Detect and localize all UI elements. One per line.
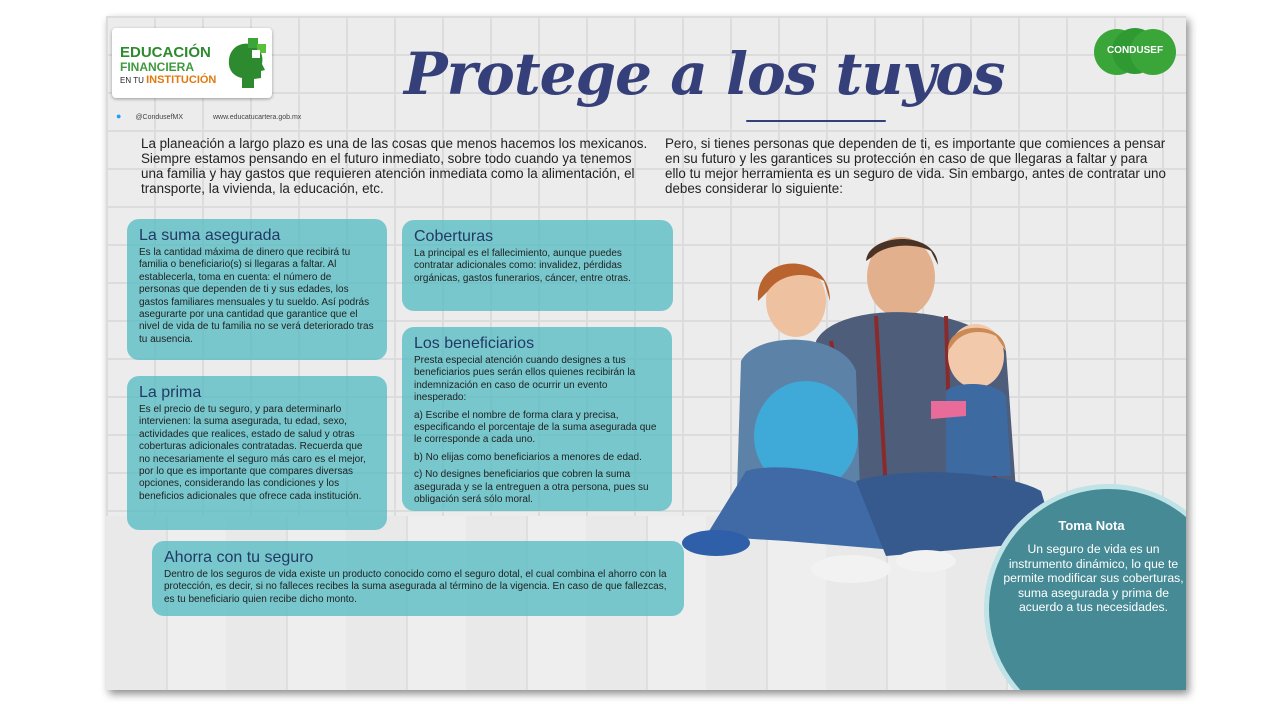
intro-left: La planeación a largo plazo es una de las cosas que menos hacemos los mexicanos. Siempre estamos pensando en el futuro inmediato, sobre todo cuando ya tenemos una familia y hay gastos que requieren atención inmediata como la alimentación, el transporte, la vivienda, la educación, etc. — [141, 136, 648, 196]
twitter-handle-text: @CondusefMX — [135, 114, 184, 121]
logo-line-3-word: INSTITUCIÓN — [146, 74, 217, 86]
puzzle-head-icon — [224, 36, 268, 92]
educacion-financiera-logo — [112, 28, 272, 98]
card-title: La prima — [139, 384, 202, 401]
card-coberturas — [402, 220, 673, 311]
page-title: Protege a los tuyos — [404, 40, 1005, 108]
card-item-c: c) No designes beneficiarios que cobren la suma asegurada y se la entreguen a otra persona, pues su obligación será sólo moral. — [414, 469, 649, 506]
infographic-sheet — [106, 16, 1186, 690]
intro-right: Pero, si tienes personas que dependen de ti, es importante que comiences a pensar en su futuro y les garantices su protección en caso de que llegaras a faltar y para ello tu mejor herramienta es un seguro de vida. Sin embargo, antes de contratar uno debes considerar lo siguiente: — [665, 136, 1166, 196]
card-title: La suma asegurada — [139, 227, 281, 244]
social-links — [116, 111, 315, 121]
logo-line-2: FINANCIERA — [120, 60, 194, 74]
twitter-handle[interactable] — [116, 111, 197, 121]
card-title: Ahorra con tu seguro — [164, 549, 314, 566]
card-item-a: a) Escribe el nombre de forma clara y precisa, especificando el porcentaje de la suma asegurada que le corresponde a cada uno. — [414, 409, 657, 446]
card-ahorra — [152, 541, 684, 616]
card-body: Presta especial atención cuando designes a tus beneficiarios pues serán ellos quienes recibirán la indemnización en caso de ocurrir un evento inesperado: — [414, 355, 636, 404]
condusef-logo — [1094, 28, 1176, 76]
card-prima — [127, 376, 387, 530]
card-body: Es el precio de tu seguro, y para determinarlo intervienen: la suma asegurada, tu edad, sexo, actividades que realices, estado de salud y otras coberturas adicionales contratadas. Recuerda que no necesariamente el seguro más caro es el mejor, por lo que es importante que compares diversas opciones, considerando las condiciones y los beneficios adicionales que ofrece cada institución. — [139, 404, 366, 502]
title-underline — [746, 120, 886, 122]
card-title: Coberturas — [414, 228, 494, 245]
card-item-b: b) No elijas como beneficiarios a menores de edad. — [414, 451, 642, 463]
condusef-logo-text: CONDUSEF — [1106, 45, 1164, 56]
card-beneficiarios — [402, 327, 672, 511]
card-body: Dentro de los seguros de vida existe un producto conocido como el seguro dotal, el cual combina el ahorro con la protección, es decir, si no falleces recibes la suma asegurada al término de la vigencia. En caso de que fallezcas, es tu beneficiario quien recibe dicho monto. — [164, 569, 667, 605]
twitter-icon: ● — [116, 111, 122, 121]
logo-line-3-prefix: EN TU — [120, 76, 144, 85]
card-body: La principal es el fallecimiento, aunque puedes contratar adicionales como: invalidez, pérdidas orgánicas, gastos funerarios, cáncer, entre otras. — [414, 248, 631, 284]
card-suma-asegurada — [127, 219, 387, 360]
note-title: Toma Nota — [1058, 518, 1125, 533]
logo-line-3 — [120, 75, 216, 86]
website-link[interactable]: www.educatucartera.gob.mx — [212, 114, 302, 121]
logo-line-1: EDUCACIÓN — [120, 44, 211, 61]
note-body: Un seguro de vida es un instrumento dinámico, lo que te permite modificar sus coberturas, suma asegurada y prima de acuerdo a tus necesidades. — [1003, 542, 1184, 614]
card-body: Es la cantidad máxima de dinero que recibirá tu familia o beneficiario(s) si llegaras a faltar. Al establecerla, toma en cuenta: el número de personas que dependen de ti y sus edades, los gastos familiares mensuales y tu sueldo. Así podrás asegurarte por una cantidad que garantice que el nivel de vida de tu familia no se verá deteriorado tras tu ausencia. — [139, 247, 374, 345]
card-title: Los beneficiarios — [414, 335, 535, 352]
